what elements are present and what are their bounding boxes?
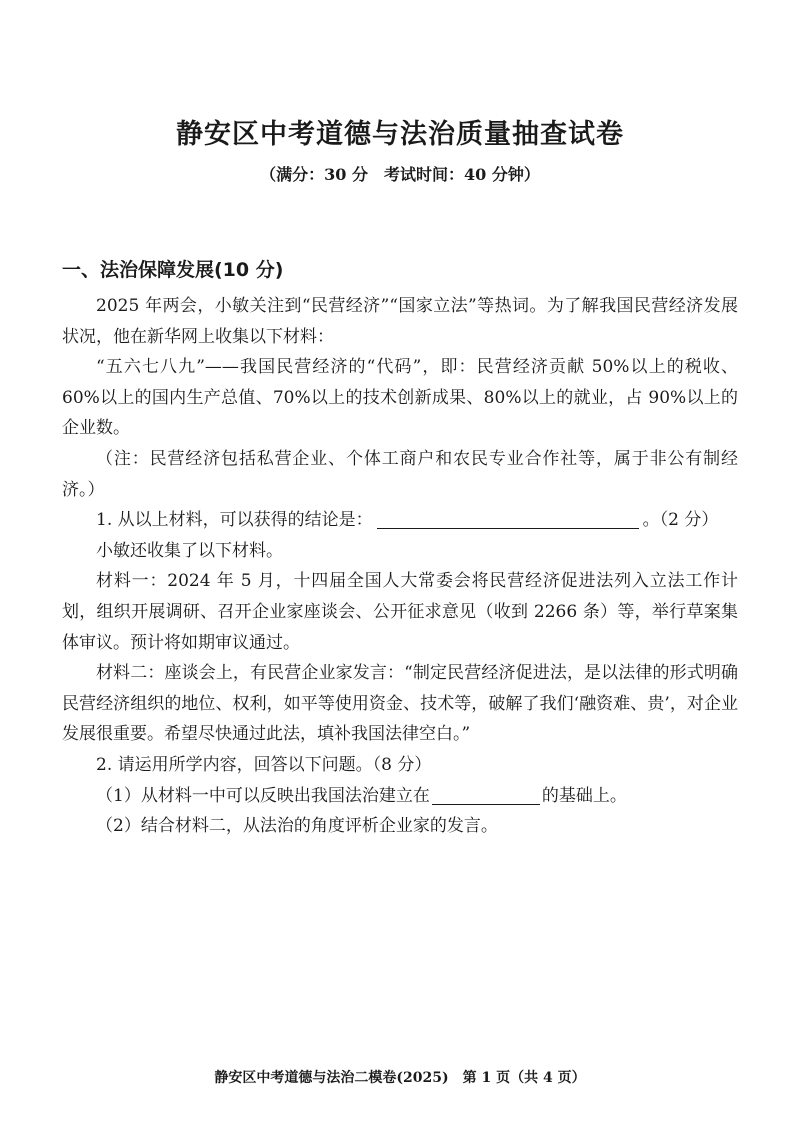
more-materials-paragraph: 小敏还收集了以下材料。 [96, 540, 283, 561]
exam-subtitle: （满分：30 分 考试时间：40 分钟） [260, 165, 540, 184]
question-2-2: （2）结合材料二，从法治的角度评析企业家的发言。 [96, 816, 498, 837]
question-2-1-prefix: （1）从材料一中可以反映出我国法治建立在 [96, 785, 430, 806]
question-2: 2. 请运用所学内容，回答以下问题。（8 分） [96, 754, 432, 775]
section-body [62, 291, 738, 842]
intro-paragraph: 2025 年两会，小敏关注到“民营经济”“国家立法”等热词。为了解我国民营经济发展状况，他在新华网上收集以下材料： [62, 296, 738, 347]
question-1-prefix: 1. 从以上材料，可以获得的结论是： [96, 510, 373, 531]
material-data-paragraph: “五六七八九”——我国民营经济的“代码”，即：民营经济贡献 50%以上的税收、60%以上的国内生产总值、70%以上的技术创新成果、80%以上的就业，占 90%以上的企业数。 [62, 357, 738, 439]
material-1-paragraph: 材料一：2024 年 5 月，十四届全国人大常委会将民营经济促进法列入立法工作计划，组织开展调研、召开企业家座谈会、公开征求意见（收到 2266 条）等，举行草案集体审议。预计将如期审议通过。 [62, 571, 738, 653]
answer-blank-2[interactable] [432, 786, 540, 805]
exam-title: 静安区中考道德与法治质量抽查试卷 [176, 119, 624, 150]
note-paragraph: （注：民营经济包括私营企业、个体工商户和农民专业合作社等，属于非公有制经济。） [62, 448, 738, 500]
question-1-suffix: 。（2 分） [642, 510, 719, 531]
question-2-1 [62, 781, 738, 812]
answer-blank-1[interactable] [377, 510, 639, 529]
page-footer: 静安区中考道德与法治二模卷(2025) 第 1 页（共 4 页） [214, 1070, 586, 1086]
material-2-paragraph: 材料二：座谈会上，有民营企业家发言：“制定民营经济促进法，是以法律的形式明确民营经济组织的地位、权利，如平等使用资金、技术等，破解了我们‘融资难、贵’，对企业发展很重要。希望尽快通过此法，填补我国法律空白。” [62, 663, 738, 745]
section-heading: 一、法治保障发展(10 分) [62, 259, 284, 281]
question-2-1-suffix: 的基础上。 [541, 785, 627, 806]
question-1 [62, 505, 738, 536]
